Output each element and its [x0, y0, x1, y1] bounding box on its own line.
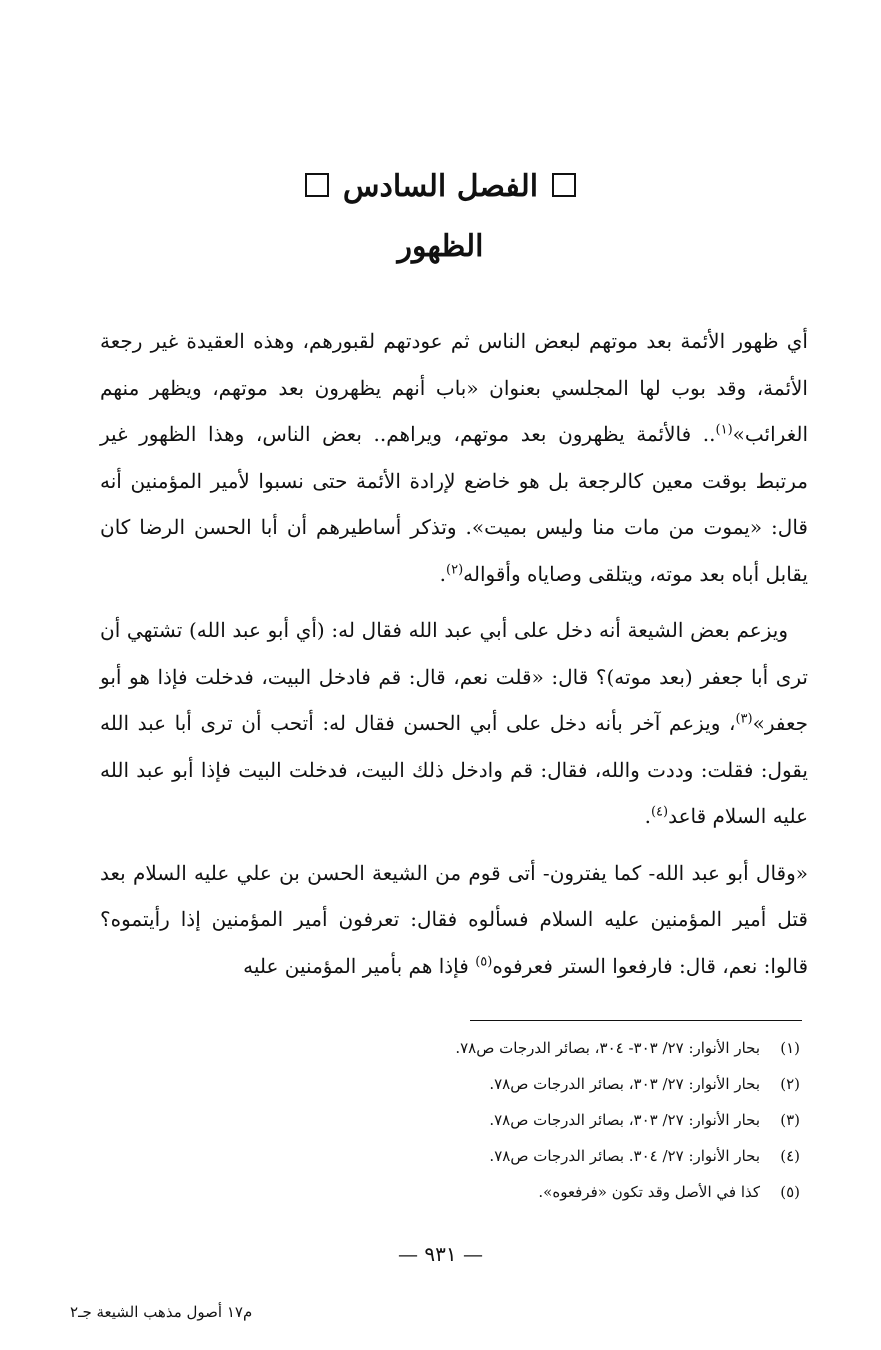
footnote-text: كذا في الأصل وقد تكون «فرفعوه». [538, 1183, 760, 1201]
footnote-item [100, 1102, 800, 1138]
footnote-number: (٤) [780, 1147, 800, 1165]
printer-signature: م١٧ أصول مذهب الشيعة جـ٢ [70, 1303, 253, 1321]
paragraph-text: ، ويزعم آخر بأنه دخل على أبي الحسن فقال له: أتحب أن ترى أبا عبد الله يقول: فقلت: وددت والله، فقال: قم وادخل ذلك البيت، فدخلت البيت فإذا أبو عبد الله عليه السلام قاعد [100, 711, 808, 828]
footnote-number: (٢) [780, 1075, 800, 1093]
footnote-ref: (٤) [650, 804, 669, 820]
paragraph-text: .. فالأئمة يظهرون بعد موتهم، ويراهم.. بعض الناس، وهذا الظهور غير مرتبط بوقت معين كالرجعة بل هو خاضع لإرادة الأئمة حتى نسبوا لأمير المؤمنين أنه قال: «يموت من مات منا وليس بميت». وتذكر أساطيرهم أن أبا الحسن الرضا كان يقابل أباه بعد موته، ويتلقى وصاياه وأقواله [100, 422, 808, 586]
paragraph-text: ويزعم بعض الشيعة أنه دخل على أبي عبد الله فقال له: (أي أبو عبد الله) تشتهي أن ترى أبا جعفر (بعد موته)؟ قال: «قلت نعم، قال: قم فادخل البيت، فدخلت فإذا هو أبو جعفر» [100, 618, 808, 735]
chapter-title: الفصل السادس [342, 169, 539, 204]
page-number: — ٩٣١ — [398, 1242, 483, 1266]
footnote-divider [470, 1020, 802, 1021]
footnote-text: بحار الأنوار: ٢٧/ ٣٠٣- ٣٠٤، بصائر الدرجات ص٧٨. [455, 1039, 760, 1057]
body-text [100, 318, 808, 989]
footnote-ref: (٢) [446, 561, 464, 577]
square-ornament-icon [552, 173, 576, 197]
footnote-ref: (١) [715, 422, 733, 438]
paragraph-text: . [439, 561, 446, 586]
footnote-number: (٣) [780, 1111, 800, 1129]
footnote-item [100, 1138, 800, 1174]
footnote-ref: (٥) [475, 953, 493, 969]
footnote-ref: (٣) [735, 711, 753, 727]
paragraph-3 [100, 850, 808, 990]
paragraph-text: . [644, 804, 651, 828]
section-title: الظهور [397, 229, 484, 264]
footnote-item [100, 1066, 800, 1102]
footnote-text: بحار الأنوار: ٢٧/ ٣٠٣، بصائر الدرجات ص٧٨. [489, 1111, 760, 1129]
paragraph-text: «وقال أبو عبد الله- كما يفترون- أتى قوم من الشيعة الحسن بن علي عليه السلام بعد قتل أمير المؤمنين عليه السلام فسألوه فقال: تعرفون أمير المؤمنين إذا رأيتموه؟ قالوا: نعم، قال: فارفعوا الستر فعرفوه [100, 860, 808, 978]
footnote-item [100, 1174, 800, 1210]
footnote-number: (٥) [780, 1183, 800, 1201]
footnote-text: بحار الأنوار: ٢٧/ ٣٠٣، بصائر الدرجات ص٧٨. [489, 1075, 760, 1093]
footnote-item [100, 1030, 800, 1066]
paragraph-text: أي ظهور الأئمة بعد موتهم لبعض الناس ثم عودتهم لقبورهم، وهذه العقيدة غير رجعة الأئمة، وقد بوب لها المجلسي بعنوان «باب أنهم يظهرون بعد موتهم، ويظهر منهم الغرائب» [100, 329, 809, 446]
footnote-text: بحار الأنوار: ٢٧/ ٣٠٤. بصائر الدرجات ص٧٨. [489, 1147, 760, 1165]
square-ornament-icon [305, 173, 329, 197]
chapter-heading [0, 165, 881, 209]
footnotes [100, 1030, 800, 1210]
paragraph-2 [100, 607, 808, 840]
paragraph-text: فإذا هم بأمير المؤمنين عليه [243, 953, 476, 978]
paragraph-1 [100, 318, 808, 597]
footnote-number: (١) [780, 1039, 800, 1057]
